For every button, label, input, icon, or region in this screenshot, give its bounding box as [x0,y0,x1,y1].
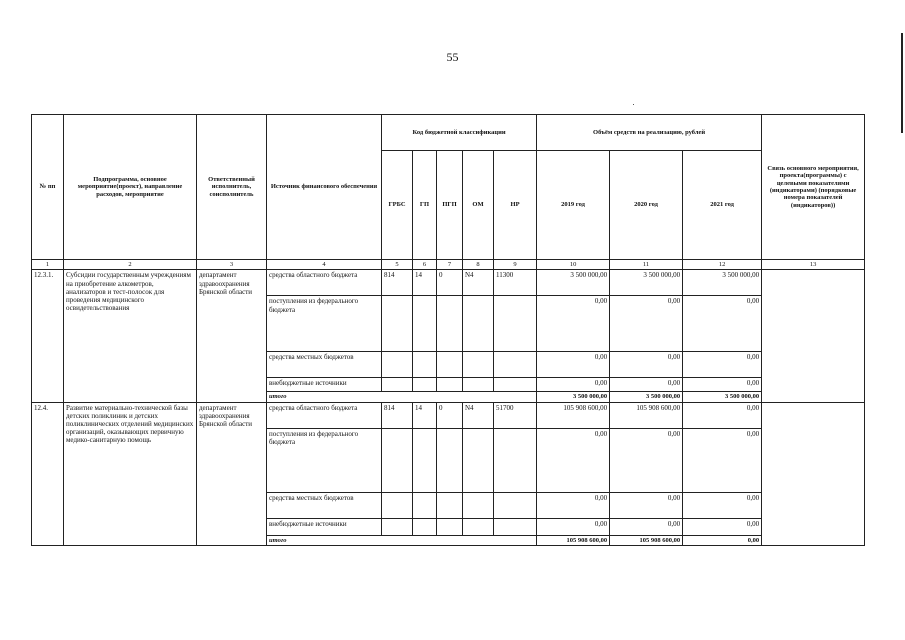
column-number: 2 [64,260,197,270]
amount-2019: 105 908 600,00 [537,402,610,428]
code-gp [413,378,437,392]
amount-2021: 0,00 [683,518,762,535]
code-grbs [382,296,413,352]
amount-2019: 0,00 [537,352,610,378]
amount-2020: 0,00 [610,352,683,378]
header-year-2021: 2021 год [683,151,762,260]
column-number: 7 [437,260,463,270]
header-budget-code-group: Код бюджетной классификации [382,115,537,151]
row-number: 12.4. [32,402,64,545]
row-number: 12.3.1. [32,270,64,402]
activity-name: Субсидии государственным учреждениям на приобретение алкометров, анализаторов и тест-полосок для проведения медицинского освидетельствования [64,270,197,402]
responsible-executor: департамент здравоохранения Брянской области [197,270,267,402]
amount-2019: 3 500 000,00 [537,270,610,296]
code-grbs: 814 [382,402,413,428]
header-responsible: Ответственный исполнитель, соисполнитель [197,115,267,260]
amount-2020: 3 500 000,00 [610,270,683,296]
total-2019: 3 500 000,00 [537,392,610,402]
total-2020: 3 500 000,00 [610,392,683,402]
header-year-2019: 2019 год [537,151,610,260]
header-pgp: ПГП [437,151,463,260]
header-indicator-link: Связь основного мероприятия, проекта(программы) с целевыми показателями (индикаторами) (порядковые номера показателей (индикаторов)) [762,115,865,260]
header-np: НР [494,151,537,260]
code-np [494,492,537,518]
code-pgp [437,492,463,518]
header-grbs: ГРБС [382,151,413,260]
total-2021: 0,00 [683,535,762,545]
column-number: 9 [494,260,537,270]
amount-2020: 0,00 [610,492,683,518]
column-number: 1 [32,260,64,270]
code-pgp [437,352,463,378]
code-grbs [382,352,413,378]
funding-source: внебюджетные источники [267,518,382,535]
amount-2021: 0,00 [683,296,762,352]
code-om [463,518,494,535]
amount-2021: 0,00 [683,378,762,392]
column-number: 8 [463,260,494,270]
code-grbs [382,378,413,392]
code-np [494,378,537,392]
header-source: Источник финансового обеспечения [267,115,382,260]
funding-source: поступления из федерального бюджета [267,428,382,492]
amount-2020: 105 908 600,00 [610,402,683,428]
amount-2019: 0,00 [537,296,610,352]
total-2020: 105 908 600,00 [610,535,683,545]
code-gp [413,518,437,535]
header-volume-group: Объём средств на реализацию, рублей [537,115,762,151]
code-gp: 14 [413,270,437,296]
code-np [494,428,537,492]
code-pgp [437,428,463,492]
code-gp [413,352,437,378]
amount-2020: 0,00 [610,378,683,392]
page-number: 55 [446,50,459,64]
amount-2019: 0,00 [537,428,610,492]
code-np [494,296,537,352]
code-np [494,518,537,535]
budget-table [31,114,865,546]
total-2019: 105 908 600,00 [537,535,610,545]
amount-2021: 0,00 [683,428,762,492]
code-pgp [437,296,463,352]
column-number: 4 [267,260,382,270]
code-grbs: 814 [382,270,413,296]
funding-source: средства областного бюджета [267,402,382,428]
header-name: Подпрограмма, основное мероприятие(проект), направление расходов, мероприятие [64,115,197,260]
funding-source: внебюджетные источники [267,378,382,392]
code-om [463,428,494,492]
funding-source: средства местных бюджетов [267,352,382,378]
code-np: 11300 [494,270,537,296]
amount-2019: 0,00 [537,518,610,535]
code-np: 51700 [494,402,537,428]
code-gp: 14 [413,402,437,428]
funding-source: средства областного бюджета [267,270,382,296]
code-np [494,352,537,378]
scan-speck [633,104,634,105]
code-grbs [382,428,413,492]
code-om [463,378,494,392]
table-row [32,402,865,428]
code-pgp [437,518,463,535]
header-year-2020: 2020 год [610,151,683,260]
scan-edge-mark [901,33,903,133]
column-number: 5 [382,260,413,270]
column-number: 13 [762,260,865,270]
code-om [463,296,494,352]
activity-name: Развитие материально-технической базы детских поликлиник и детских поликлинических отделений медицинских организаций, оказывающих первичную медико-санитарную помощь [64,402,197,545]
amount-2020: 0,00 [610,428,683,492]
code-gp [413,428,437,492]
amount-2019: 0,00 [537,492,610,518]
table-row [32,270,865,296]
funding-source: средства местных бюджетов [267,492,382,518]
code-om: N4 [463,402,494,428]
amount-2021: 0,00 [683,352,762,378]
total-2021: 3 500 000,00 [683,392,762,402]
column-number: 3 [197,260,267,270]
indicator-link-cell [762,270,865,402]
total-label: итого [267,392,537,402]
column-number: 11 [610,260,683,270]
total-label: итого [267,535,537,545]
column-number: 6 [413,260,437,270]
code-gp [413,492,437,518]
code-om: N4 [463,270,494,296]
code-pgp: 0 [437,402,463,428]
column-number: 10 [537,260,610,270]
amount-2020: 0,00 [610,518,683,535]
column-number: 12 [683,260,762,270]
amount-2021: 3 500 000,00 [683,270,762,296]
responsible-executor: департамент здравоохранения Брянской области [197,402,267,545]
funding-source: поступления из федерального бюджета [267,296,382,352]
code-grbs [382,518,413,535]
header-no: № пп [32,115,64,260]
code-pgp [437,378,463,392]
header-gp: ГП [413,151,437,260]
header-om: ОМ [463,151,494,260]
amount-2021: 0,00 [683,492,762,518]
code-grbs [382,492,413,518]
amount-2020: 0,00 [610,296,683,352]
amount-2019: 0,00 [537,378,610,392]
amount-2021: 0,00 [683,402,762,428]
code-gp [413,296,437,352]
code-om [463,352,494,378]
code-om [463,492,494,518]
code-pgp: 0 [437,270,463,296]
indicator-link-cell [762,402,865,545]
